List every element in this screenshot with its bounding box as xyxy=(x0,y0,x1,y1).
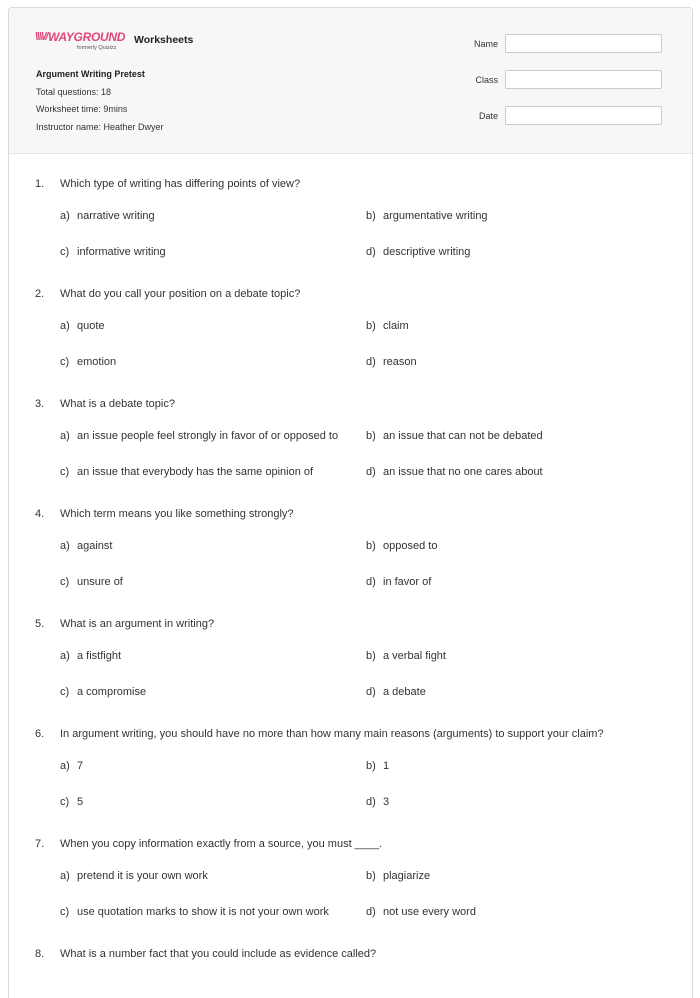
answer-option xyxy=(366,682,666,703)
option-letter: b) xyxy=(366,760,376,772)
answer-option xyxy=(366,316,666,337)
answer-option xyxy=(366,646,666,667)
option-letter: c) xyxy=(60,796,70,808)
option-letter: d) xyxy=(366,246,376,258)
answer-option xyxy=(60,902,366,923)
option-letter: d) xyxy=(366,466,376,478)
question-item xyxy=(35,288,666,373)
option-letter: c) xyxy=(60,576,70,588)
answer-option xyxy=(366,206,666,227)
option-text: an issue people feel strongly in favor of or opposed to xyxy=(77,430,339,442)
option-text: reason xyxy=(383,356,417,368)
question-text: What is a debate topic? xyxy=(60,398,175,410)
option-text: a compromise xyxy=(77,686,147,698)
answer-option xyxy=(60,426,366,447)
option-text: argumentative writing xyxy=(383,210,488,222)
worksheet-title: Argument Writing Pretest xyxy=(36,69,145,79)
wayground-logo xyxy=(35,30,129,56)
question-text: Which term means you like something strongly? xyxy=(60,508,294,520)
option-letter: b) xyxy=(366,540,376,552)
answer-option xyxy=(60,756,366,777)
question-number: 2. xyxy=(35,288,45,300)
question-header xyxy=(35,288,666,301)
option-letter: b) xyxy=(366,210,376,222)
question-number: 5. xyxy=(35,618,45,630)
option-text: in favor of xyxy=(383,576,432,588)
answer-option xyxy=(60,352,366,373)
worksheet-page xyxy=(8,7,693,998)
answer-option xyxy=(60,536,366,557)
answer-option xyxy=(60,792,366,813)
answer-option xyxy=(60,682,366,703)
option-letter: d) xyxy=(366,796,376,808)
class-label: Class xyxy=(475,75,498,85)
total-questions: Total questions: 18 xyxy=(36,86,112,97)
option-letter: a) xyxy=(60,540,70,552)
question-header xyxy=(35,618,666,631)
answer-option xyxy=(366,572,666,593)
answer-option xyxy=(366,866,666,887)
answer-option xyxy=(60,242,366,263)
option-letter: a) xyxy=(60,760,70,772)
question-text: Which type of writing has differing points of view? xyxy=(60,178,301,190)
question-header xyxy=(35,508,666,521)
answer-option xyxy=(60,646,366,667)
question-number: 1. xyxy=(35,178,45,190)
option-text: emotion xyxy=(77,356,117,368)
answer-option xyxy=(60,462,366,483)
question-item xyxy=(35,508,666,593)
question-header xyxy=(35,398,666,411)
answer-option xyxy=(60,316,366,337)
question-number: 4. xyxy=(35,508,45,520)
question-text: When you copy information exactly from a source, you must ____. xyxy=(60,838,383,850)
question-item xyxy=(35,618,666,703)
date-field[interactable] xyxy=(505,106,662,125)
question-header xyxy=(35,838,666,851)
option-text: an issue that everybody has the same opinion of xyxy=(77,466,314,478)
answer-option xyxy=(60,206,366,227)
option-text: narrative writing xyxy=(77,210,155,222)
worksheet-header xyxy=(9,8,692,154)
option-text: plagiarize xyxy=(383,870,431,882)
option-text: 7 xyxy=(77,760,84,772)
option-text: 1 xyxy=(383,760,390,772)
answer-option xyxy=(60,572,366,593)
question-text: What is a number fact that you could include as evidence called? xyxy=(60,948,377,960)
option-text: quote xyxy=(77,320,105,332)
question-item xyxy=(35,178,666,263)
question-item xyxy=(35,728,666,813)
option-text: a fistfight xyxy=(77,650,122,662)
option-text: a debate xyxy=(383,686,426,698)
logo-mark-icon: \\\\// xyxy=(35,31,48,43)
option-text: 3 xyxy=(383,796,390,808)
option-letter: a) xyxy=(60,210,70,222)
answer-options xyxy=(60,316,666,373)
option-letter: a) xyxy=(60,870,70,882)
instructor-name: Instructor name: Heather Dwyer xyxy=(36,121,164,132)
option-letter: b) xyxy=(366,870,376,882)
question-list xyxy=(9,178,692,961)
option-letter: a) xyxy=(60,650,70,662)
option-letter: a) xyxy=(60,430,70,442)
logo-subtitle: formerly Quizizz xyxy=(77,45,117,51)
option-letter: c) xyxy=(60,356,70,368)
option-letter: d) xyxy=(366,576,376,588)
option-text: use quotation marks to show it is not your own work xyxy=(77,906,329,918)
logo-wordmark: WAYGROUND xyxy=(48,30,126,44)
answer-option xyxy=(366,242,666,263)
option-text: informative writing xyxy=(77,246,166,258)
answer-options xyxy=(60,536,666,593)
question-header xyxy=(35,178,666,191)
answer-option xyxy=(366,426,666,447)
answer-option xyxy=(366,462,666,483)
brand xyxy=(35,30,193,56)
option-text: unsure of xyxy=(77,576,123,588)
option-letter: c) xyxy=(60,906,70,918)
date-label: Date xyxy=(478,111,498,121)
option-text: against xyxy=(77,540,113,552)
question-text: In argument writing, you should have no more than how many main reasons (arguments) to support your claim? xyxy=(60,728,604,740)
option-text: claim xyxy=(383,320,409,332)
option-text: not use every word xyxy=(383,906,476,918)
brand-title: Worksheets xyxy=(134,34,194,46)
question-header xyxy=(35,948,666,961)
option-letter: b) xyxy=(366,650,376,662)
class-field[interactable] xyxy=(505,70,662,89)
option-text: an issue that can not be debated xyxy=(383,430,543,442)
answer-option xyxy=(366,792,666,813)
option-text: descriptive writing xyxy=(383,246,471,258)
option-text: opposed to xyxy=(383,540,438,552)
answer-option xyxy=(366,536,666,557)
question-text: What is an argument in writing? xyxy=(60,618,215,630)
answer-options xyxy=(60,206,666,263)
question-number: 3. xyxy=(35,398,45,410)
answer-option xyxy=(366,756,666,777)
option-letter: a) xyxy=(60,320,70,332)
worksheet-time: Worksheet time: 9mins xyxy=(36,104,128,114)
answer-options xyxy=(60,426,666,483)
option-text: an issue that no one cares about xyxy=(383,466,543,478)
question-number: 6. xyxy=(35,728,45,740)
answer-option xyxy=(366,902,666,923)
question-item xyxy=(35,838,666,923)
question-number: 8. xyxy=(35,948,45,960)
option-letter: c) xyxy=(60,686,70,698)
question-item xyxy=(35,948,666,961)
name-field[interactable] xyxy=(505,34,662,53)
option-letter: d) xyxy=(366,906,376,918)
answer-option xyxy=(60,866,366,887)
option-letter: b) xyxy=(366,430,376,442)
option-letter: d) xyxy=(366,356,376,368)
answer-options xyxy=(60,866,666,923)
answer-options xyxy=(60,756,666,813)
option-letter: b) xyxy=(366,320,376,332)
name-label: Name xyxy=(473,39,498,49)
answer-option xyxy=(366,352,666,373)
answer-options xyxy=(60,646,666,703)
question-number: 7. xyxy=(35,838,45,850)
worksheet-meta xyxy=(36,66,164,136)
question-item xyxy=(35,398,666,483)
option-letter: c) xyxy=(60,466,70,478)
option-letter: c) xyxy=(60,246,70,258)
option-text: 5 xyxy=(77,796,84,808)
question-header xyxy=(35,728,666,741)
option-text: pretend it is your own work xyxy=(77,870,208,882)
option-letter: d) xyxy=(366,686,376,698)
question-text: What do you call your position on a debate topic? xyxy=(60,288,301,300)
option-text: a verbal fight xyxy=(383,650,446,662)
